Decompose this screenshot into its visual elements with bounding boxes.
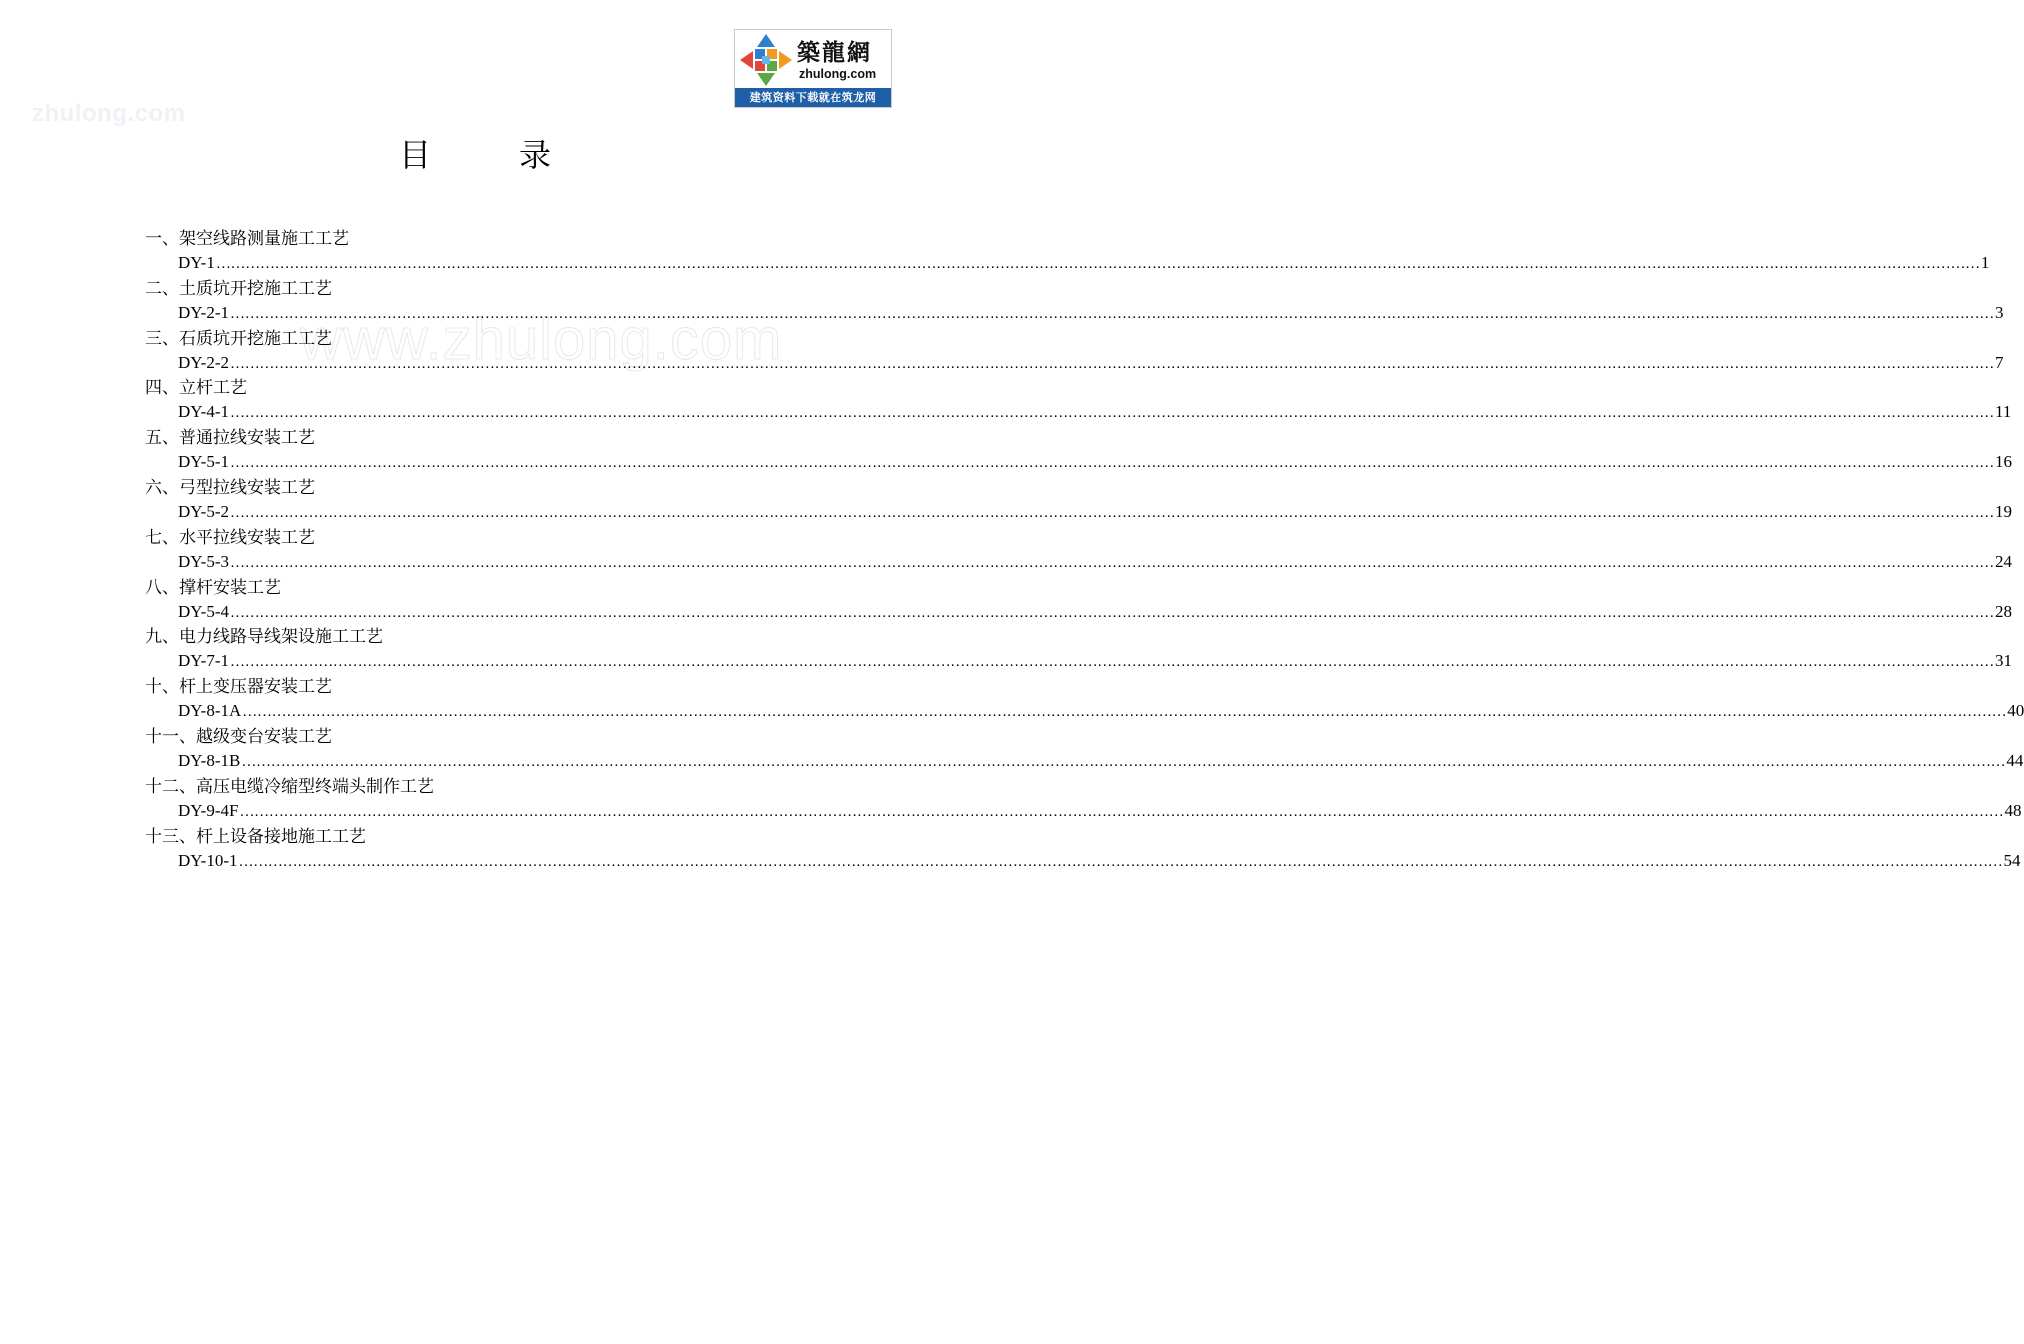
toc-heading: 十三、杆上设备接地施工工艺 <box>145 826 366 847</box>
toc-code: DY-5-3 <box>178 551 229 571</box>
toc-entry[interactable] <box>145 625 2013 675</box>
dot-leader: ……………………………………………………………………………………………………………………………………………………………………………………………………………………………………………………………………………………………………………………………… <box>239 803 2004 820</box>
toc-page-number: 44 <box>2006 750 2024 770</box>
toc-heading: 一、架空线路测量施工工艺 <box>145 229 349 249</box>
toc-code: DY-8-1A <box>178 701 242 721</box>
toc-entry[interactable] <box>145 825 2021 875</box>
toc-heading: 六、弓型拉线安装工艺 <box>145 477 315 498</box>
toc-page-number: 54 <box>2003 850 2021 870</box>
toc-code: DY-5-1 <box>178 452 229 472</box>
watermark-top-left: zhulong.com <box>32 100 186 127</box>
toc-entry[interactable] <box>145 277 2004 327</box>
toc-entry[interactable] <box>145 227 1990 277</box>
toc-heading: 八、撑杆安装工艺 <box>145 577 281 598</box>
toc-page-number: 48 <box>2004 800 2022 820</box>
toc-entry[interactable] <box>145 576 2013 626</box>
toc-code: DY-10-1 <box>178 850 238 870</box>
dot-leader: ……………………………………………………………………………………………………………………………………………………………………………………………………………………………………………………………………………………………………………………………… <box>238 853 2003 870</box>
toc-entry[interactable] <box>145 775 2022 825</box>
toc-heading: 五、普通拉线安装工艺 <box>145 428 315 449</box>
toc-entry[interactable] <box>145 327 2004 377</box>
toc-entry[interactable] <box>145 376 2012 426</box>
toc-heading: 十二、高压电缆冷缩型终端头制作工艺 <box>145 776 434 797</box>
dot-leader: ……………………………………………………………………………………………………………………………………………………………………………………………………………………………………………………………………………………………………………………………… <box>230 305 1995 322</box>
toc-code: DY-5-4 <box>178 601 229 621</box>
dot-leader: ……………………………………………………………………………………………………………………………………………………………………………………………………………………………………………………………………………………………………………………………… <box>242 704 2007 721</box>
dot-leader: ……………………………………………………………………………………………………………………………………………………………………………………………………………………………………………………………………………………………………………………………… <box>215 256 1980 272</box>
toc-code: DY-5-2 <box>178 501 229 521</box>
title-char-1: 目 <box>398 136 431 174</box>
dot-leader: ……………………………………………………………………………………………………………………………………………………………………………………………………………………………………………………………………………………………………………………………… <box>241 753 2006 770</box>
toc-code: DY-4-1 <box>178 402 229 422</box>
toc-entry[interactable] <box>145 426 2013 476</box>
toc-line <box>178 450 2012 474</box>
toc-line <box>178 600 2012 624</box>
toc-entry[interactable] <box>145 725 2024 775</box>
zhulong-logo <box>734 29 892 108</box>
page-title <box>0 130 950 176</box>
toc-code: DY-1 <box>178 253 215 272</box>
dot-leader: ……………………………………………………………………………………………………………………………………………………………………………………………………………………………………………………………………………………………………………………………… <box>230 604 1995 621</box>
toc-entry[interactable] <box>145 526 2013 576</box>
toc-line <box>178 351 2004 375</box>
toc-code: DY-8-1B <box>178 750 241 770</box>
toc-page-number: 24 <box>1995 551 2013 571</box>
toc-heading: 十、杆上变压器安装工艺 <box>145 677 332 698</box>
toc-page-number: 16 <box>1995 452 2013 472</box>
toc-code: DY-2-1 <box>178 302 229 322</box>
dot-leader: ……………………………………………………………………………………………………………………………………………………………………………………………………………………………………………………………………………………………………………………………… <box>230 455 1995 472</box>
dot-leader: ……………………………………………………………………………………………………………………………………………………………………………………………………………………………………………………………………………………………………………………………… <box>230 405 1995 422</box>
toc-code: DY-7-1 <box>178 651 229 671</box>
toc-entry[interactable] <box>145 675 2024 725</box>
toc-page-number: 11 <box>1995 402 2012 422</box>
watermark-center: www.zhulong.com <box>300 307 783 372</box>
toc-line <box>178 849 2021 873</box>
toc-line <box>178 799 2021 823</box>
dot-leader: ……………………………………………………………………………………………………………………………………………………………………………………………………………………………………………………………………………………………………………………………… <box>230 654 1995 671</box>
toc-heading: 三、石质坑开挖施工工艺 <box>145 328 332 349</box>
toc-line <box>178 400 2011 424</box>
toc-page-number: 19 <box>1995 501 2013 521</box>
toc-heading: 七、水平拉线安装工艺 <box>145 527 315 548</box>
toc-heading: 十一、越级变台安装工艺 <box>145 726 332 747</box>
toc-page-number: 28 <box>1995 601 2013 621</box>
logo-name-en: zhulong.com <box>799 67 877 81</box>
table-of-contents <box>145 227 2024 874</box>
toc-line <box>178 301 2004 325</box>
title-char-2: 录 <box>519 136 552 174</box>
toc-page-number: 40 <box>2007 701 2024 721</box>
logo-name-cn: 築龍網 <box>797 39 872 66</box>
toc-entry[interactable] <box>145 476 2013 526</box>
toc-page-number: 7 <box>1995 352 2004 372</box>
toc-page-number: 3 <box>1995 302 2004 322</box>
logo-tagline: 建筑资料下载就在筑龙网 <box>735 88 891 107</box>
toc-page-number: 1 <box>1980 253 1990 272</box>
logo-mark-icon <box>737 32 795 88</box>
dot-leader: ……………………………………………………………………………………………………………………………………………………………………………………………………………………………………………………………………………………………………………………………… <box>230 554 1995 571</box>
toc-code: DY-2-2 <box>178 352 229 372</box>
toc-line <box>178 749 2023 773</box>
toc-line <box>178 251 1989 275</box>
dot-leader: ……………………………………………………………………………………………………………………………………………………………………………………………………………………………………………………………………………………………………………………………… <box>230 504 1995 521</box>
toc-line <box>178 500 2012 524</box>
toc-line <box>178 550 2012 574</box>
toc-heading: 四、立杆工艺 <box>145 378 247 399</box>
dot-leader: ……………………………………………………………………………………………………………………………………………………………………………………………………………………………………………………………………………………………………………………………… <box>230 355 1995 372</box>
toc-heading: 二、土质坑开挖施工工艺 <box>145 278 332 299</box>
toc-line <box>178 649 2012 673</box>
toc-page-number: 31 <box>1995 651 2013 671</box>
toc-heading: 九、电力线路导线架设施工工艺 <box>145 627 383 648</box>
toc-line <box>178 699 2024 723</box>
toc-code: DY-9-4F <box>178 800 239 820</box>
